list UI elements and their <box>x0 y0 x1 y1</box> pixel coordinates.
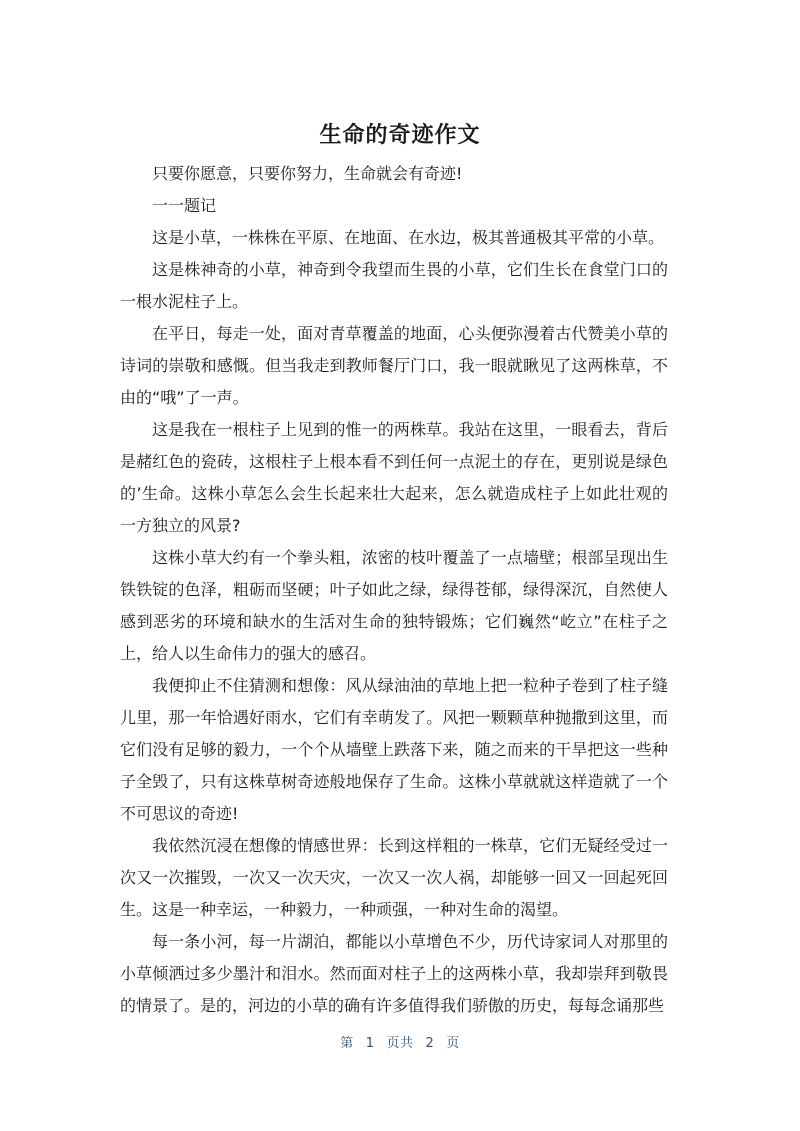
document-body <box>120 158 668 1022</box>
paragraph: 这是株神奇的小草，神奇到令我望而生畏的小草，它们生长在食堂门口的一根水泥柱子上。 <box>120 260 668 311</box>
paragraph: 这株小草大约有一个拳头粗，浓密的枝叶覆盖了一点墙壁；根部呈现出生铁铁锭的色泽，粗砺而坚硬；叶子如此之绿，绿得苍郁，绿得深沉，自然使人感到恶劣的环境和缺水的生活对生命的独特锻炼；它们巍然“屹立”在柱子之上，给人以生命伟力的强大的感召。 <box>120 548 668 663</box>
page-label: 第 <box>340 1036 354 1051</box>
paragraph-motto: 只要你愿意，只要你努力，生命就会有奇迹! <box>152 164 463 183</box>
paragraph: 在平日，每走一处，面对青草覆盖的地面，心头便弥漫着古代赞美小草的诗词的崇敬和感慨。但当我走到教师餐厅门口，我一眼就瞅见了这两株草，不由的“哦”了一声。 <box>120 324 668 407</box>
paragraph: 我便抑止不住猜测和想像：风从绿油油的草地上把一粒种子卷到了柱子缝儿里，那一年恰遇好雨水，它们有幸萌发了。风把一颗颗草种抛撒到这里，而它们没有足够的毅力，一个个从墙壁上跌落下来，随之而来的干旱把这一些种子全毁了，只有这株草树奇迹般地保存了生命。这株小草就就这样造就了一个不可思议的奇迹! <box>120 676 668 823</box>
paragraph: 这是小草，一株株在平原、在地面、在水边，极其普通极其平常的小草。 <box>152 228 665 247</box>
page-number: 1 <box>365 1036 375 1051</box>
paragraph: 每一条小河，每一片湖泊，都能以小草增色不少，历代诗家词人对那里的小草倾洒过多少墨汁和泪水。然而面对柱子上的这两株小草，我却崇拜到敬畏的情景了。是的，河边的小草的确有许多值得我们骄傲的历史，每每念诵那些 <box>120 932 668 1015</box>
page-middle-label: 页共 <box>386 1036 414 1051</box>
paragraph-epigraph-source: 一一题记 <box>152 196 217 215</box>
page-footer <box>0 1032 800 1051</box>
document-title: 生命的奇迹作文 <box>319 123 481 148</box>
paragraph: 我依然沉浸在想像的情感世界：长到这样粗的一株草，它们无疑经受过一次又一次摧毁，一次又一次天灾，一次又一次人祸，却能够一回又一回起死回生。这是一种幸运，一种毅力，一种顽强，一种对生命的渴望。 <box>120 836 668 919</box>
paragraph: 这是我在一根柱子上见到的惟一的两株草。我站在这里，一眼看去，背后是赭红色的瓷砖，这根柱子上根本看不到任何一点泥土的存在，更别说是绿色的’生命。这株小草怎么会生长起来壮大起来，怎么就造成柱子上如此壮观的一方独立的风景? <box>120 420 668 535</box>
page-total: 2 <box>425 1036 435 1051</box>
page-suffix: 页 <box>446 1036 460 1051</box>
